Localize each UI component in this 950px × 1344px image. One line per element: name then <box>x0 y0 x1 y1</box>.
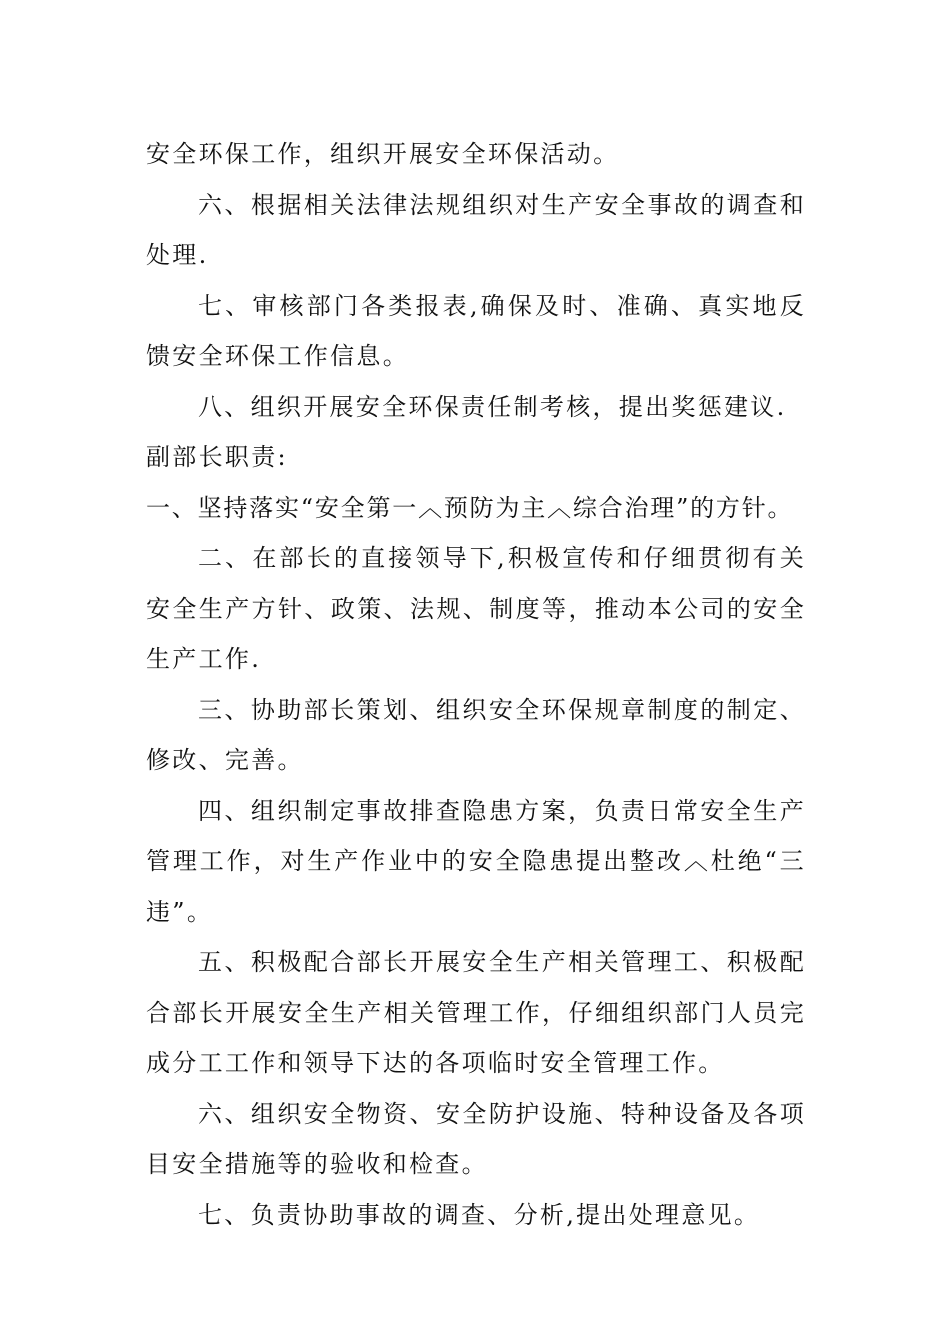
paragraph-6: 一、坚持落实“安全第一︿预防为主︿综合治理”的方针。 <box>146 493 794 522</box>
paragraph-3: 七、审核部门各类报表,确保及时、准确、真实地反馈安全环保工作信息。 <box>146 291 806 370</box>
paragraph-8: 三、协助部长策划、组织安全环保规章制度的制定、修改、完善。 <box>146 695 806 774</box>
paragraph-11: 六、组织安全物资、安全防护设施、特种设备及各项目安全措施等的验收和检查。 <box>146 1099 806 1178</box>
paragraph-9: 四、组织制定事故排查隐患方案，负责日常安全生产管理工作，对生产作业中的安全隐患提出整改︿杜绝“三违”。 <box>146 796 806 926</box>
paragraph-7: 二、在部长的直接领导下,积极宣传和仔细贯彻有关安全生产方针、政策、法规、制度等，推动本公司的安全生产工作. <box>146 544 806 673</box>
paragraph-12: 七、负责协助事故的调查、分析,提出处理意见。 <box>198 1200 761 1229</box>
paragraph-1: 安全环保工作，组织开展安全环保活动。 <box>146 140 620 168</box>
paragraph-2: 六、根据相关法律法规组织对生产安全事故的调查和处理. <box>146 190 806 269</box>
document-body <box>146 129 806 1240</box>
paragraph-10: 五、积极配合部长开展安全生产相关管理工、积极配合部长开展安全生产相关管理工作，仔细组织部门人员完成分工工作和领导下达的各项临时安全管理工作。 <box>146 948 806 1077</box>
paragraph-4: 八、组织开展安全环保责任制考核，提出奖惩建议. <box>198 392 787 421</box>
section-heading-deputy-duties: 副部长职责: <box>146 443 288 471</box>
